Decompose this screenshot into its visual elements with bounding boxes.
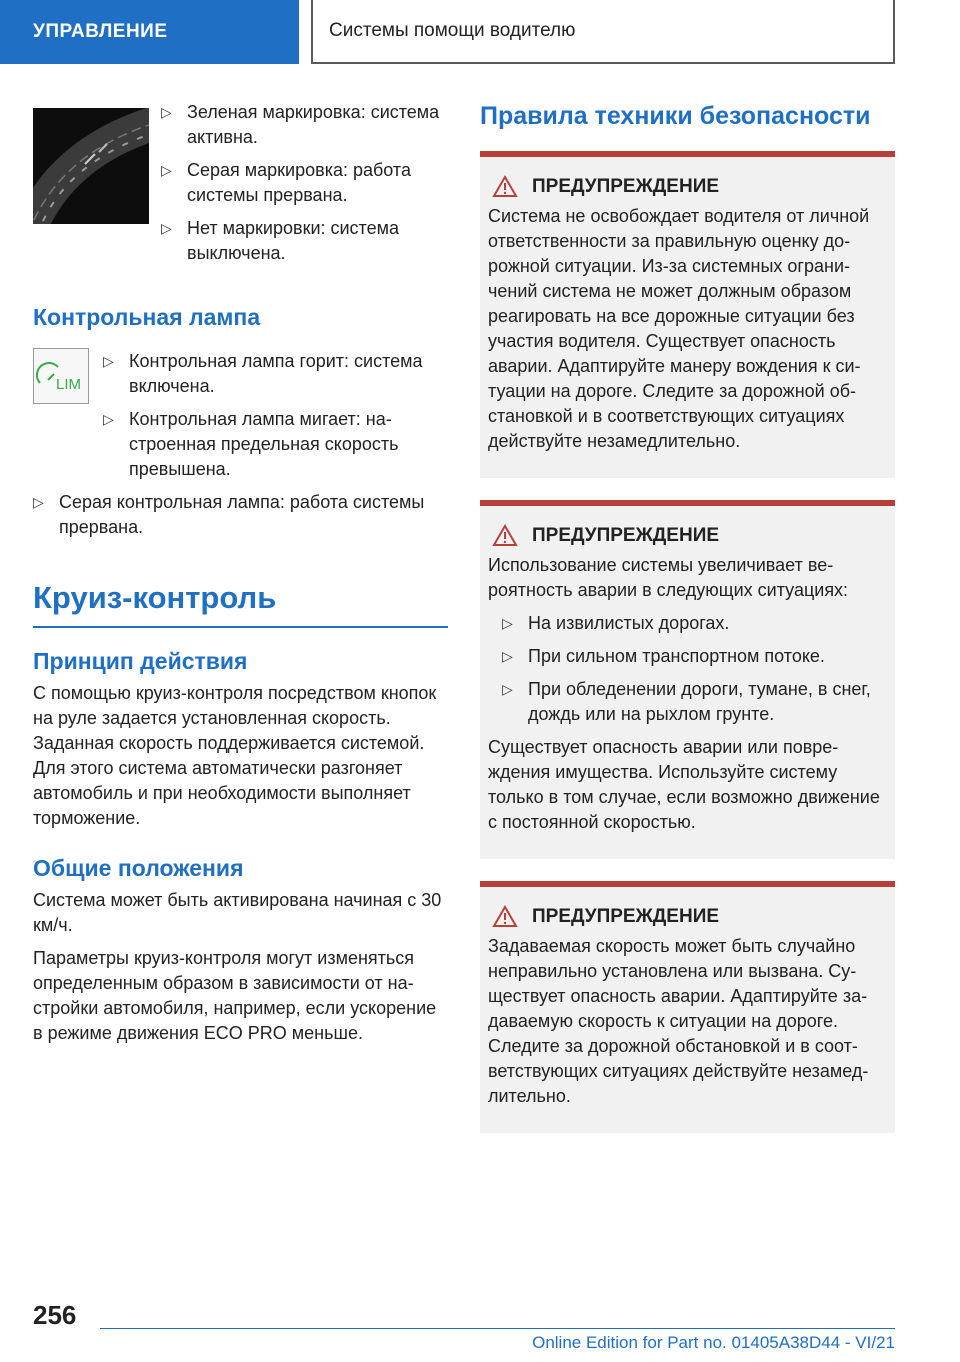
warning-title: ПРЕДУПРЕЖДЕНИЕ: [488, 524, 887, 547]
list-item: ▷ Серая контрольная лампа: работа системы прервана.: [33, 492, 425, 537]
triangle-bullet-icon: ▷: [161, 162, 172, 178]
list-item: ▷ Контрольная лампа мигает: настроенная предельная скорость превышена.: [103, 409, 399, 479]
list-item: ▷ Контрольная лампа горит: система включена.: [103, 351, 423, 396]
list-item: ▷ На извилистых дорогах.: [502, 611, 887, 636]
warning-triangle-icon: [492, 524, 518, 547]
triangle-bullet-icon: ▷: [161, 220, 172, 236]
list-item: ▷ Серая маркировка: работа системы прервана.: [161, 160, 411, 205]
triangle-bullet-icon: ▷: [103, 353, 114, 369]
warning-triangle-icon: [492, 175, 518, 198]
safety-heading: Правила техники безопасности: [480, 102, 871, 130]
lim-indicator-icon: [33, 348, 89, 404]
header-section-label: УПРАВЛЕНИЕ: [33, 21, 168, 42]
heading-divider: [33, 626, 448, 628]
warning-triangle-icon: [492, 905, 518, 928]
warning-box-1: [480, 151, 895, 478]
cruise-control-heading: Круиз-контроль: [33, 580, 277, 615]
footer-divider: [100, 1328, 895, 1329]
header-section[interactable]: [0, 0, 299, 64]
principle-heading: Принцип действия: [33, 648, 248, 674]
triangle-bullet-icon: ▷: [502, 615, 513, 631]
header-chapter[interactable]: [311, 0, 895, 64]
warning-box-3: [480, 881, 895, 1133]
list-item: ▷ При обледенении дороги, тумане, в снег, дождь или на рыхлом грунте.: [502, 679, 871, 724]
left-column: [33, 100, 448, 1054]
page-number: 256: [33, 1300, 77, 1330]
triangle-bullet-icon: ▷: [161, 104, 172, 120]
marking-list: [161, 100, 448, 266]
warning-title: ПРЕДУПРЕЖДЕНИЕ: [488, 175, 887, 198]
list-item: ▷ Зеленая маркировка: система активна.: [161, 102, 440, 147]
list-item: ▷ Нет маркировки: система выключена.: [161, 218, 399, 263]
lamp-list: [103, 349, 448, 482]
triangle-bullet-icon: ▷: [502, 648, 513, 664]
warning-outro: Существует опасность аварии или повреждения имущества. Используйте систему только в том случае, если возможно движение с постоянной скоростью.: [488, 737, 880, 832]
footer-edition-link[interactable]: Online Edition for Part no. 01405A38D44 - VI/21: [532, 1333, 895, 1352]
warning-text: Система не освобождает водителя от личной ответственности за правильную оценку дорожной ситуации. Из-за системных ограничений система не может должным образом реагировать на все дорожные ситуации без участия водителя. Существует опасность аварии. Адаптируйте манеру вождения к ситуации на дороге. Следите за дорожной обстановкой и в соответствующих ситуациях действуйте незамедлительно.: [488, 206, 870, 451]
warning-list: [502, 611, 887, 727]
triangle-bullet-icon: ▷: [502, 681, 513, 697]
triangle-bullet-icon: ▷: [103, 411, 114, 427]
lim-icon-text: LIM: [56, 376, 82, 393]
general-text-2: Параметры круиз-контроля могут изменяться определенным образом в зависимости от настройки автомобиля, например, если ускорение в режиме движения ECO PRO меньше.: [33, 948, 437, 1043]
warning-box-2: [480, 500, 895, 859]
triangle-bullet-icon: ▷: [33, 494, 44, 510]
warning-title: ПРЕДУПРЕЖДЕНИЕ: [488, 905, 887, 928]
principle-text: С помощью круиз-контроля посредством кнопок на руле задается установленная скорость. Заданная скорость поддерживается системой. Для этого система автоматически разгоняет автомобиль и при необходимости выполняет торможение.: [33, 683, 437, 828]
marking-image: [33, 108, 149, 224]
general-text-1: Система может быть активирована начиная с 30 км/ч.: [33, 890, 442, 935]
header-chapter-label: Системы помощи водителю: [329, 20, 576, 41]
lamp-heading: Контрольная лампа: [33, 304, 261, 330]
general-heading: Общие положения: [33, 855, 244, 881]
warning-text: Задаваемая скорость может быть случайно неправильно установлена или вызвана. Существует опасность аварии. Адаптируйте задаваемую скорость к ситуации на дороге. Следите за дорожной обстановкой и в соответствующих ситуациях действуйте незамедлительно.: [488, 936, 869, 1106]
warning-intro: Использование системы увеличивает вероятность аварии в следующих ситуациях:: [488, 555, 849, 600]
right-column: [480, 100, 895, 1155]
list-item: ▷ При сильном транспортном потоке.: [502, 644, 887, 669]
